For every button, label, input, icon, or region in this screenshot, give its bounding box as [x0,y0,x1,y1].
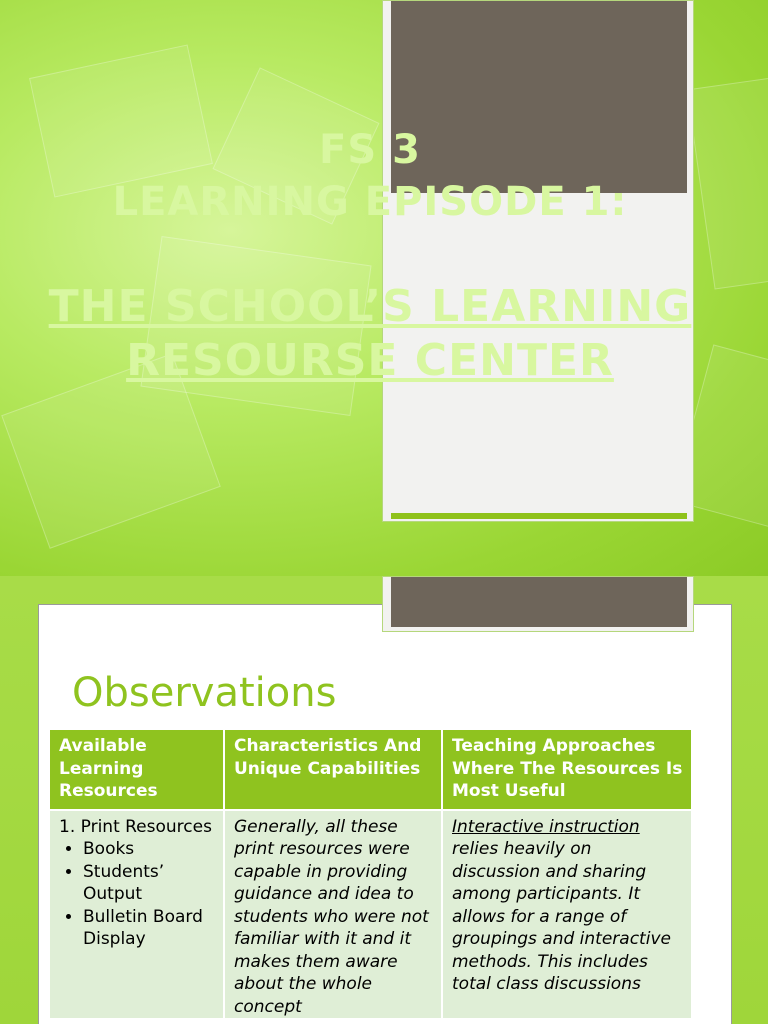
observations-panel-dark-block [391,577,687,627]
observations-side-panel [382,576,694,632]
observations-slide [0,576,768,1024]
cell-characteristics: Generally, all these print resources were capable in providing guidance and idea to students who were not familiar with it and it makes them aware about the whole concept [224,810,442,1019]
slide-title [0,124,740,388]
cell-resources [50,810,224,1019]
title-line-1: FS 3 [319,127,421,173]
list-item: • Books [83,838,215,861]
title-panel-accent-stripe [391,513,687,519]
table-row [50,810,692,1019]
title-line-2: LEARNING EPISODE 1: [112,179,628,225]
resource-list [59,838,215,951]
subtitle-line-2: RESOURSE CENTER [126,335,614,386]
header-teaching-approaches: Teaching Approaches Where The Resources Is Most Useful [442,730,692,810]
list-item: • Students’ Output [83,861,215,906]
observations-heading: Observations [72,670,337,716]
observations-table [50,730,693,1018]
approach-term: Interactive instruction [452,816,640,837]
header-resources: Available Learning Resources [50,730,224,810]
table-header-row [50,730,692,810]
header-characteristics: Characteristics And Unique Capabilities [224,730,442,810]
approach-text: relies heavily on discussion and sharing among participants. It allows for a range of groupings and interactive methods. This includes total class discussions [452,839,671,994]
subtitle-line-1: THE SCHOOL’S LEARNING [48,281,692,332]
list-item: • Bulletin Board Display [83,906,215,951]
resource-title: 1. Print Resources [59,816,212,837]
cell-teaching-approach [442,810,692,1019]
